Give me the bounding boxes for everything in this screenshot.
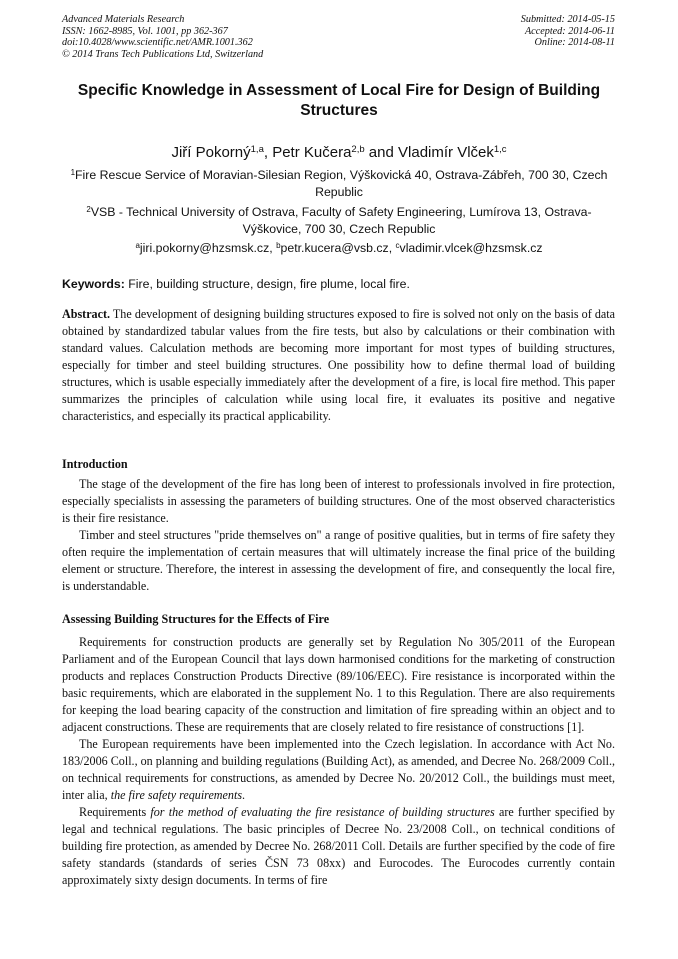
journal-name: Advanced Materials Research <box>62 14 185 25</box>
journal-copyright: © 2014 Trans Tech Publications Ltd, Switzerland <box>62 48 264 60</box>
intro-paragraph-2: Timber and steel structures "pride themselves on" a range of positive qualities, but in terms of fire safety they often require the implementation of certain measures that will ultimately increase the final price of the building element or structure. Therefore, the interest in assessing the development of fire, and consequently the local fire, is understandable. <box>62 528 615 593</box>
assessing-heading: Assessing Building Structures for the Effects of Fire <box>62 612 330 626</box>
keywords-text: Fire, building structure, design, fire plume, local fire. <box>124 277 410 291</box>
assess-p3-start: Requirements <box>79 805 151 819</box>
abstract-label: Abstract. <box>62 307 111 321</box>
assessing-section <box>62 634 615 889</box>
author-name: Petr Kučera <box>272 144 352 161</box>
assess-p2-start: The European requirements have been implemented into the Czech legislation. In accordance with Act No. 183/2006 Coll., on planning and building regulations (Building Act), as amended, and Decree No. 268/2009 Coll., on technical requirements for constructions, as amended by Decree No. 20/2012 Coll., the buildings must meet, inter alia, <box>62 737 615 802</box>
online-date: Online: 2014-08-11 <box>534 37 615 49</box>
journal-issn: ISSN: 1662-8985, Vol. 1001, pp 362-367 <box>62 25 228 37</box>
author-separator: , <box>263 144 273 161</box>
email: vladimir.vlcek@hzsmsk.cz <box>399 241 543 255</box>
journal-header <box>62 14 263 60</box>
email-sup: a <box>135 241 140 250</box>
email: jiri.pokorny@hzsmsk.cz, <box>139 241 277 255</box>
email-list <box>40 240 638 257</box>
affiliation-sup: 2 <box>86 205 91 214</box>
affiliation-text: VSB - Technical University of Ostrava, Faculty of Safety Engineering, Lumírova 13, Ostrava-Výškovice, 700 30, Czech Republic <box>90 205 592 236</box>
affiliation-2 <box>60 204 618 238</box>
keywords-label: Keywords: <box>62 277 125 291</box>
author-sup: 1,a <box>250 144 264 155</box>
assess-paragraph-3 <box>62 804 615 889</box>
abstract-text: The development of designing building structures exposed to fire is solved not only on the basis of data obtained by standardized tabular values from the fire tests, but also by calculations or their combination with standard values. Calculation methods are becoming more important for most types of building structures, especially for timber and steel building structures. One possibility how to define thermal load of building structures, which is usable especially immediately after the development of a fire, is local fire method. This paper summarizes the principles of calculation while using local fire, it evaluates its positive and negative characteristics, and especially its practical applicability. <box>62 307 615 423</box>
assess-p3-italic: for the method of evaluating the fire resistance of building structures <box>150 805 495 819</box>
author-list <box>40 143 638 163</box>
accepted-date: Accepted: 2014-06-11 <box>524 25 615 37</box>
assess-p3-end: are further specified by legal and technical regulations. The basic principles of Decree No. 23/2008 Coll., on technical conditions of building fire protection, as amended by Decree No. 268/2011 Coll. Details are further specified by the code of fire safety standards (standards of series ČSN 73 08xx) and Eurocodes. The Eurocodes currently contain approximately sixty design documents. In terms of fire <box>62 805 615 887</box>
email-sup: b <box>276 241 281 250</box>
author-sup: 2,b <box>351 144 365 155</box>
author-name: Vladimír Vlček <box>398 144 494 161</box>
introduction-heading: Introduction <box>62 457 128 471</box>
assess-p2-end: . <box>242 788 246 802</box>
dates-header <box>521 14 615 49</box>
submitted-date: Submitted: 2014-05-15 <box>520 14 615 25</box>
paper-title: Specific Knowledge in Assessment of Local Fire for Design of Building Structures <box>77 82 601 119</box>
email: petr.kucera@vsb.cz, <box>280 241 396 255</box>
abstract <box>62 306 615 425</box>
journal-doi: doi:10.4028/www.scientific.net/AMR.1001.362 <box>62 37 253 49</box>
affiliation-text: Fire Rescue Service of Moravian-Silesian Region, Výškovická 40, Ostrava-Zábřeh, 700 30, Czech Republic <box>75 168 608 199</box>
affiliation-1 <box>60 167 618 201</box>
assess-paragraph-2 <box>62 736 615 804</box>
assess-paragraph-1: Requirements for construction products are generally set by Regulation No 305/2011 of the European Parliament and of the European Council that lays down harmonised conditions for the marketing of construction products and replaces Construction Products Directive (89/106/EEC). Fire resistance is incorporated within the basic requirements, which are elaborated in the supplement No. 1 to this Regulation. There are also requirements for keeping the load bearing capacity of the construction and limitation of fire spreading within an object and to adjacent constructions. These are requirements that are closely related to fire resistance of constructions [1]. <box>62 635 615 734</box>
author-separator: and <box>364 144 399 161</box>
email-sup: c <box>395 241 400 250</box>
assess-p2-italic: the fire safety requirements <box>110 788 243 802</box>
author-sup: 1,c <box>493 144 507 155</box>
keywords <box>62 276 617 293</box>
affiliation-sup: 1 <box>70 168 76 177</box>
intro-paragraph-1: The stage of the development of the fire has long been of interest to professionals involved in fire protection, especially specialists in assessing the parameters of building structures. One of the most observed characteristics is their fire resistance. <box>62 477 615 525</box>
introduction-section <box>62 476 615 595</box>
author-name: Jiří Pokorný <box>171 144 251 161</box>
